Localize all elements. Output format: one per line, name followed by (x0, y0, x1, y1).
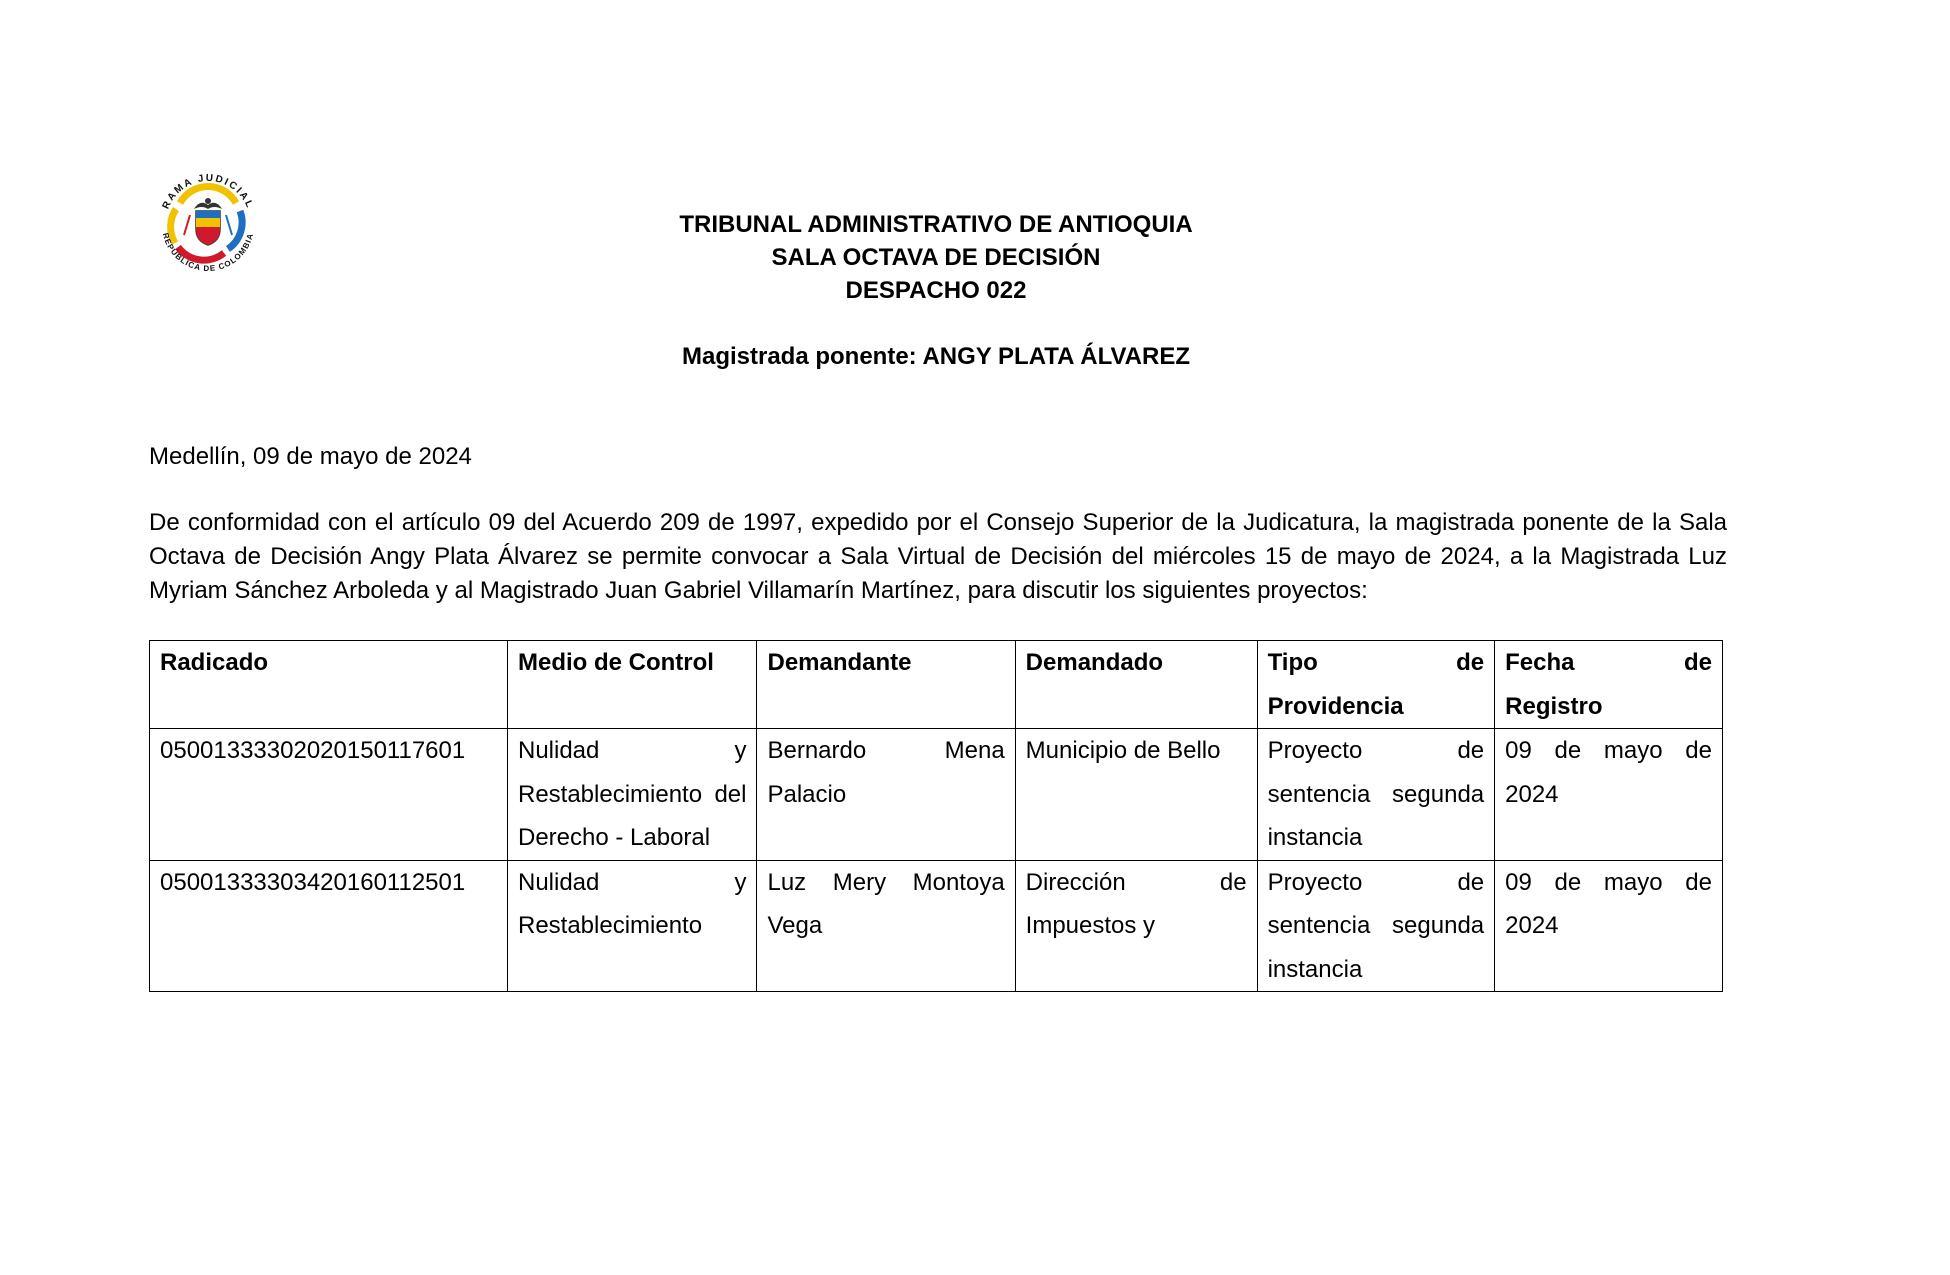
header-medio-de-control: Medio de Control (507, 641, 757, 729)
chamber-name: SALA OCTAVA DE DECISIÓN (771, 244, 1101, 271)
office-number: DESPACHO 022 (845, 277, 1027, 304)
cell-demandante: Luz Mery Montoya Vega (757, 860, 1015, 992)
cell-radicado: 05001333303420160112501 (150, 860, 508, 992)
document-header (250, 208, 1622, 373)
cell-fecha-de-registro: 09 de mayo de 2024 (1495, 860, 1723, 992)
header-radicado: Radicado (150, 641, 508, 729)
svg-text:RAMA JUDICIAL: RAMA JUDICIAL (160, 172, 256, 211)
court-name: TRIBUNAL ADMINISTRATIVO DE ANTIOQUIA (679, 211, 1193, 238)
table-header-row (150, 641, 1723, 729)
cell-demandado: Municipio de Bello (1015, 729, 1257, 861)
cell-medio-de-control: Nulidad y Restablecimiento del Derecho - Laboral (507, 729, 757, 861)
table-row (150, 860, 1723, 992)
header-tipo-de-providencia: Tipo de Providencia (1257, 641, 1495, 729)
cell-radicado: 05001333302020150117601 (150, 729, 508, 861)
cell-fecha-de-registro: 09 de mayo de 2024 (1495, 729, 1723, 861)
presiding-magistrate: Magistrada ponente: ANGY PLATA ÁLVAREZ (681, 343, 1191, 370)
cell-demandante: Bernardo Mena Palacio (757, 729, 1015, 861)
header-demandante: Demandante (757, 641, 1015, 729)
cell-medio-de-control: Nulidad y Restablecimiento (507, 860, 757, 992)
header-demandado: Demandado (1015, 641, 1257, 729)
projects-table (149, 640, 1723, 992)
document-date: Medellín, 09 de mayo de 2024 (149, 443, 472, 470)
cell-tipo-de-providencia: Proyecto de sentencia segunda instancia (1257, 860, 1495, 992)
cell-tipo-de-providencia: Proyecto de sentencia segunda instancia (1257, 729, 1495, 861)
svg-text:REPÚBLICA DE COLOMBIA: REPÚBLICA DE COLOMBIA (160, 231, 256, 274)
header-fecha-de-registro: Fecha de Registro (1495, 641, 1723, 729)
table-row (150, 729, 1723, 861)
intro-paragraph: De conformidad con el artículo 09 del Acuerdo 209 de 1997, expedido por el Consejo Superior de la Judicatura, la magistrada ponente de la Sala Octava de Decisión Angy Plata Álvarez se permite convocar a Sala Virtual de Decisión del miércoles 15 de mayo de 2024, a la Magistrada Luz Myriam Sánchez Arboleda y al Magistrado Juan Gabriel Villamarín Martínez, para discutir los siguientes proyectos: (149, 509, 1727, 604)
cell-demandado: Dirección de Impuestos y (1015, 860, 1257, 992)
